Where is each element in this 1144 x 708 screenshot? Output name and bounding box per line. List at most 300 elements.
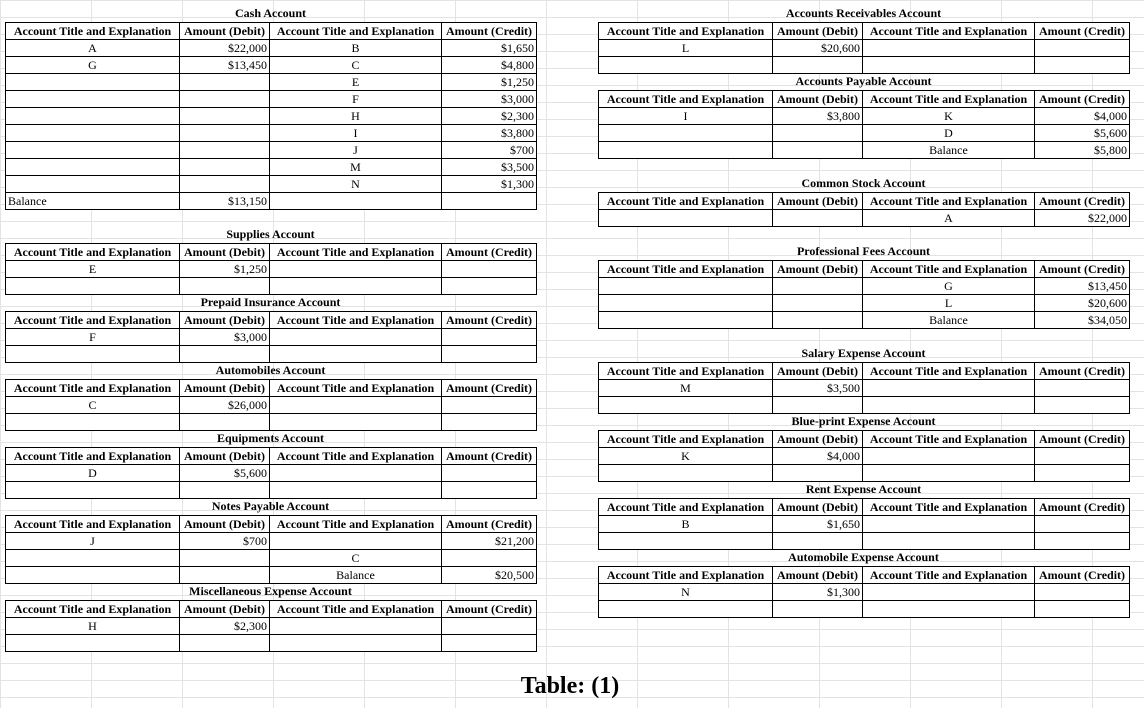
table-row <box>6 108 537 125</box>
credit-amount-cell <box>1035 601 1130 618</box>
debit-explanation-cell: L <box>599 40 773 57</box>
debit-title-header: Account Title and Explanation <box>599 363 773 380</box>
credit-amount-header: Amount (Credit) <box>442 516 537 533</box>
credit-explanation-cell: C <box>270 57 442 74</box>
credit-explanation-cell: F <box>270 91 442 108</box>
header-row <box>6 312 537 329</box>
credit-explanation-cell: J <box>270 142 442 159</box>
credit-amount-cell <box>442 329 537 346</box>
table-row <box>599 601 1130 618</box>
credit-title-header: Account Title and Explanation <box>863 23 1035 40</box>
ledger-table <box>598 498 1130 550</box>
debit-amount-header: Amount (Debit) <box>773 193 863 210</box>
debit-title-header: Account Title and Explanation <box>6 380 180 397</box>
debit-amount-cell: $4,000 <box>773 448 863 465</box>
credit-explanation-cell <box>270 397 442 414</box>
credit-amount-cell: $1,650 <box>442 40 537 57</box>
header-row <box>6 601 537 618</box>
cash-account-ledger <box>5 5 537 210</box>
table-row <box>599 295 1130 312</box>
debit-title-header: Account Title and Explanation <box>6 244 180 261</box>
debit-amount-cell: $1,300 <box>773 584 863 601</box>
table-row <box>599 210 1130 227</box>
table-row <box>599 57 1130 74</box>
header-row <box>599 431 1130 448</box>
credit-amount-cell: $4,000 <box>1035 108 1130 125</box>
header-row <box>599 261 1130 278</box>
credit-amount-cell: $5,800 <box>1035 142 1130 159</box>
table-row <box>599 142 1130 159</box>
credit-amount-cell: $20,600 <box>1035 295 1130 312</box>
credit-amount-cell <box>1035 57 1130 74</box>
credit-title-header: Account Title and Explanation <box>863 193 1035 210</box>
credit-explanation-cell <box>863 40 1035 57</box>
credit-title-header: Account Title and Explanation <box>863 91 1035 108</box>
credit-amount-cell: $1,300 <box>442 176 537 193</box>
credit-amount-cell <box>442 550 537 567</box>
debit-explanation-cell <box>6 142 180 159</box>
debit-title-header: Account Title and Explanation <box>6 516 180 533</box>
debit-explanation-cell: J <box>6 533 180 550</box>
credit-amount-header: Amount (Credit) <box>1035 567 1130 584</box>
table-row <box>599 533 1130 550</box>
credit-explanation-cell: Balance <box>270 567 442 584</box>
credit-amount-cell <box>1035 380 1130 397</box>
debit-amount-header: Amount (Debit) <box>773 261 863 278</box>
credit-amount-header: Amount (Credit) <box>442 23 537 40</box>
debit-amount-cell <box>773 397 863 414</box>
credit-amount-cell <box>442 414 537 431</box>
credit-explanation-cell: H <box>270 108 442 125</box>
table-row <box>599 278 1130 295</box>
credit-amount-header: Amount (Credit) <box>442 312 537 329</box>
debit-amount-cell: $3,800 <box>773 108 863 125</box>
account-title: Equipments Account <box>216 431 325 445</box>
credit-amount-header: Amount (Credit) <box>1035 261 1130 278</box>
credit-amount-cell <box>442 261 537 278</box>
credit-explanation-cell: I <box>270 125 442 142</box>
debit-explanation-cell <box>6 74 180 91</box>
debit-explanation-cell <box>6 176 180 193</box>
debit-amount-header: Amount (Debit) <box>180 448 270 465</box>
ledger-table <box>598 362 1130 414</box>
debit-amount-cell <box>180 125 270 142</box>
credit-title-header: Account Title and Explanation <box>863 431 1035 448</box>
table-row <box>6 414 537 431</box>
credit-explanation-cell <box>270 533 442 550</box>
debit-amount-header: Amount (Debit) <box>773 567 863 584</box>
debit-amount-header: Amount (Debit) <box>180 244 270 261</box>
table-row <box>6 346 537 363</box>
debit-amount-cell <box>773 125 863 142</box>
account-title: Notes Payable Account <box>211 499 330 513</box>
credit-explanation-cell <box>863 533 1035 550</box>
header-row <box>6 448 537 465</box>
header-row <box>599 499 1130 516</box>
debit-explanation-cell <box>599 278 773 295</box>
table-row <box>6 74 537 91</box>
credit-amount-cell <box>442 278 537 295</box>
debit-title-header: Account Title and Explanation <box>599 567 773 584</box>
account-title: Professional Fees Account <box>796 244 931 258</box>
table-row <box>6 57 537 74</box>
ledger-table <box>5 379 537 431</box>
debit-amount-header: Amount (Debit) <box>180 312 270 329</box>
credit-amount-cell <box>1035 533 1130 550</box>
credit-explanation-cell: M <box>270 159 442 176</box>
account-title: Rent Expense Account <box>805 482 922 496</box>
debit-amount-cell <box>180 567 270 584</box>
debit-explanation-cell <box>6 125 180 142</box>
header-row <box>599 91 1130 108</box>
account-title: Common Stock Account <box>801 176 926 190</box>
debit-explanation-cell: M <box>599 380 773 397</box>
credit-amount-header: Amount (Credit) <box>442 244 537 261</box>
table-row <box>599 40 1130 57</box>
debit-title-header: Account Title and Explanation <box>6 23 180 40</box>
debit-title-header: Account Title and Explanation <box>6 312 180 329</box>
credit-title-header: Account Title and Explanation <box>863 363 1035 380</box>
credit-amount-cell <box>442 193 537 210</box>
header-row <box>6 516 537 533</box>
table-row <box>599 516 1130 533</box>
accounts-payable-account-ledger <box>598 73 1130 159</box>
credit-explanation-cell: Balance <box>863 142 1035 159</box>
notes-payable-account-ledger <box>5 498 537 584</box>
credit-amount-header: Amount (Credit) <box>442 380 537 397</box>
account-title: Prepaid Insurance Account <box>200 295 341 309</box>
credit-explanation-cell <box>270 261 442 278</box>
debit-amount-cell <box>773 210 863 227</box>
credit-amount-cell: $3,000 <box>442 91 537 108</box>
credit-explanation-cell <box>863 397 1035 414</box>
credit-amount-cell: $3,800 <box>442 125 537 142</box>
debit-amount-header: Amount (Debit) <box>180 516 270 533</box>
table-row <box>6 618 537 635</box>
common-stock-account-ledger <box>598 175 1130 227</box>
debit-amount-cell <box>773 142 863 159</box>
credit-amount-cell: $4,800 <box>442 57 537 74</box>
debit-explanation-cell: D <box>6 465 180 482</box>
debit-amount-cell <box>773 295 863 312</box>
table-row <box>6 482 537 499</box>
debit-explanation-cell <box>6 346 180 363</box>
credit-explanation-cell <box>270 193 442 210</box>
credit-amount-cell: $5,600 <box>1035 125 1130 142</box>
debit-explanation-cell <box>599 312 773 329</box>
debit-amount-cell <box>773 312 863 329</box>
credit-amount-cell <box>442 397 537 414</box>
table-row <box>6 91 537 108</box>
credit-amount-cell <box>1035 584 1130 601</box>
debit-title-header: Account Title and Explanation <box>599 261 773 278</box>
table-row <box>6 193 537 210</box>
credit-amount-header: Amount (Credit) <box>1035 431 1130 448</box>
debit-amount-cell: $3,500 <box>773 380 863 397</box>
table-row <box>6 261 537 278</box>
debit-amount-cell <box>773 601 863 618</box>
table-row <box>599 448 1130 465</box>
debit-explanation-cell <box>6 278 180 295</box>
debit-amount-cell: $3,000 <box>180 329 270 346</box>
account-title: Blue-print Expense Account <box>791 414 936 428</box>
debit-amount-cell <box>180 346 270 363</box>
credit-amount-header: Amount (Credit) <box>1035 91 1130 108</box>
table-row <box>6 159 537 176</box>
header-row <box>599 363 1130 380</box>
header-row <box>6 244 537 261</box>
credit-amount-cell <box>442 618 537 635</box>
debit-amount-header: Amount (Debit) <box>773 363 863 380</box>
debit-amount-cell: $1,650 <box>773 516 863 533</box>
account-title: Accounts Payable Account <box>795 74 932 88</box>
credit-explanation-cell <box>270 618 442 635</box>
debit-amount-cell <box>180 74 270 91</box>
prepaid-insurance-account-ledger <box>5 294 537 363</box>
debit-amount-cell <box>180 159 270 176</box>
debit-amount-cell <box>773 533 863 550</box>
credit-amount-cell <box>442 346 537 363</box>
table-row <box>6 550 537 567</box>
debit-explanation-cell <box>599 533 773 550</box>
debit-title-header: Account Title and Explanation <box>599 23 773 40</box>
credit-explanation-cell <box>863 380 1035 397</box>
debit-amount-cell <box>180 142 270 159</box>
credit-amount-cell <box>1035 40 1130 57</box>
table-row <box>599 584 1130 601</box>
debit-amount-cell: $20,600 <box>773 40 863 57</box>
credit-explanation-cell <box>863 448 1035 465</box>
credit-title-header: Account Title and Explanation <box>270 312 442 329</box>
credit-explanation-cell <box>270 465 442 482</box>
debit-amount-header: Amount (Debit) <box>180 601 270 618</box>
table-row <box>6 40 537 57</box>
debit-explanation-cell: A <box>6 40 180 57</box>
ledger-table <box>598 90 1130 159</box>
credit-explanation-cell <box>863 584 1035 601</box>
debit-amount-cell <box>180 278 270 295</box>
debit-amount-cell <box>773 57 863 74</box>
debit-amount-cell <box>180 414 270 431</box>
credit-amount-cell: $1,250 <box>442 74 537 91</box>
table-row <box>6 567 537 584</box>
credit-explanation-cell <box>270 278 442 295</box>
credit-explanation-cell <box>270 329 442 346</box>
ledger-table <box>5 22 537 210</box>
credit-explanation-cell <box>863 465 1035 482</box>
table-row <box>6 397 537 414</box>
debit-amount-cell: $13,150 <box>180 193 270 210</box>
credit-amount-cell <box>1035 516 1130 533</box>
ledger-table <box>5 600 537 652</box>
debit-explanation-cell <box>599 465 773 482</box>
table-row <box>6 533 537 550</box>
table-row <box>599 380 1130 397</box>
credit-amount-header: Amount (Credit) <box>1035 23 1130 40</box>
credit-amount-cell: $20,500 <box>442 567 537 584</box>
debit-amount-cell <box>773 278 863 295</box>
debit-explanation-cell: E <box>6 261 180 278</box>
debit-explanation-cell <box>6 635 180 652</box>
credit-amount-cell <box>442 465 537 482</box>
debit-explanation-cell <box>6 91 180 108</box>
credit-amount-cell <box>1035 465 1130 482</box>
header-row <box>599 193 1130 210</box>
accounts-receivables-account-ledger <box>598 5 1130 74</box>
professional-fees-account-ledger <box>598 243 1130 329</box>
credit-explanation-cell: A <box>863 210 1035 227</box>
credit-title-header: Account Title and Explanation <box>270 516 442 533</box>
table-row <box>6 176 537 193</box>
credit-title-header: Account Title and Explanation <box>270 380 442 397</box>
credit-amount-cell <box>442 635 537 652</box>
debit-amount-header: Amount (Debit) <box>180 23 270 40</box>
credit-amount-header: Amount (Credit) <box>442 448 537 465</box>
credit-explanation-cell <box>270 635 442 652</box>
credit-title-header: Account Title and Explanation <box>270 244 442 261</box>
credit-explanation-cell: C <box>270 550 442 567</box>
ledger-table <box>598 260 1130 329</box>
table-row <box>6 465 537 482</box>
debit-amount-header: Amount (Debit) <box>773 23 863 40</box>
debit-explanation-cell: C <box>6 397 180 414</box>
miscellaneous-expense-account-ledger <box>5 583 537 652</box>
debit-explanation-cell <box>6 108 180 125</box>
ledger-table <box>5 311 537 363</box>
debit-explanation-cell <box>6 414 180 431</box>
credit-amount-header: Amount (Credit) <box>442 601 537 618</box>
debit-title-header: Account Title and Explanation <box>599 431 773 448</box>
credit-amount-cell: $13,450 <box>1035 278 1130 295</box>
ledger-table <box>598 192 1130 227</box>
credit-amount-cell: $700 <box>442 142 537 159</box>
debit-amount-header: Amount (Debit) <box>773 91 863 108</box>
credit-amount-cell: $21,200 <box>442 533 537 550</box>
table-row <box>6 635 537 652</box>
supplies-account-ledger <box>5 226 537 295</box>
table-row <box>6 278 537 295</box>
debit-amount-cell: $26,000 <box>180 397 270 414</box>
debit-explanation-cell <box>599 57 773 74</box>
debit-amount-cell <box>180 635 270 652</box>
debit-title-header: Account Title and Explanation <box>6 448 180 465</box>
credit-explanation-cell: N <box>270 176 442 193</box>
debit-explanation-cell <box>599 142 773 159</box>
credit-title-header: Account Title and Explanation <box>863 499 1035 516</box>
debit-explanation-cell <box>599 397 773 414</box>
debit-title-header: Account Title and Explanation <box>599 193 773 210</box>
debit-explanation-cell <box>6 482 180 499</box>
credit-explanation-cell <box>270 346 442 363</box>
automobiles-account-ledger <box>5 362 537 431</box>
credit-explanation-cell: Balance <box>863 312 1035 329</box>
rent-expense-account-ledger <box>598 481 1130 550</box>
debit-amount-cell: $1,250 <box>180 261 270 278</box>
ledger-table <box>598 566 1130 618</box>
credit-explanation-cell <box>863 57 1035 74</box>
credit-title-header: Account Title and Explanation <box>270 448 442 465</box>
debit-explanation-cell <box>599 601 773 618</box>
credit-explanation-cell: K <box>863 108 1035 125</box>
credit-explanation-cell: E <box>270 74 442 91</box>
debit-explanation-cell <box>6 567 180 584</box>
account-title: Miscellaneous Expense Account <box>189 584 352 598</box>
debit-amount-header: Amount (Debit) <box>773 431 863 448</box>
credit-amount-cell: $22,000 <box>1035 210 1130 227</box>
debit-amount-cell <box>180 482 270 499</box>
debit-explanation-cell <box>6 159 180 176</box>
credit-explanation-cell: L <box>863 295 1035 312</box>
account-title: Accounts Receivables Account <box>785 6 942 20</box>
table-row <box>599 465 1130 482</box>
debit-amount-header: Amount (Debit) <box>773 499 863 516</box>
debit-explanation-cell: I <box>599 108 773 125</box>
debit-amount-cell: $2,300 <box>180 618 270 635</box>
credit-amount-header: Amount (Credit) <box>1035 363 1130 380</box>
table-row <box>599 312 1130 329</box>
credit-explanation-cell: G <box>863 278 1035 295</box>
ledger-table <box>5 447 537 499</box>
credit-explanation-cell <box>270 482 442 499</box>
credit-explanation-cell: B <box>270 40 442 57</box>
account-title: Automobile Expense Account <box>788 550 939 564</box>
debit-amount-cell: $22,000 <box>180 40 270 57</box>
blue-print-expense-account-ledger <box>598 413 1130 482</box>
credit-title-header: Account Title and Explanation <box>863 261 1035 278</box>
header-row <box>599 23 1130 40</box>
header-row <box>6 380 537 397</box>
account-title: Supplies Account <box>226 227 315 241</box>
ledger-table <box>598 430 1130 482</box>
debit-explanation-cell <box>599 295 773 312</box>
debit-amount-cell <box>180 108 270 125</box>
debit-amount-header: Amount (Debit) <box>180 380 270 397</box>
table-caption: Table: (1) <box>520 673 620 699</box>
ledger-table <box>5 243 537 295</box>
debit-amount-cell <box>180 550 270 567</box>
debit-amount-cell: $700 <box>180 533 270 550</box>
debit-explanation-cell: G <box>6 57 180 74</box>
debit-explanation-cell <box>6 550 180 567</box>
credit-explanation-cell: D <box>863 125 1035 142</box>
credit-explanation-cell <box>863 516 1035 533</box>
header-row <box>6 23 537 40</box>
debit-amount-cell <box>180 176 270 193</box>
credit-amount-header: Amount (Credit) <box>1035 499 1130 516</box>
credit-amount-cell: $3,500 <box>442 159 537 176</box>
automobile-expense-account-ledger <box>598 549 1130 618</box>
table-row <box>6 329 537 346</box>
debit-amount-cell <box>180 91 270 108</box>
debit-explanation-cell <box>599 210 773 227</box>
credit-amount-cell <box>442 482 537 499</box>
header-row <box>599 567 1130 584</box>
credit-amount-header: Amount (Credit) <box>1035 193 1130 210</box>
credit-amount-cell: $34,050 <box>1035 312 1130 329</box>
credit-title-header: Account Title and Explanation <box>863 567 1035 584</box>
equipments-account-ledger <box>5 430 537 499</box>
ledger-table <box>598 22 1130 74</box>
debit-explanation-cell: H <box>6 618 180 635</box>
credit-explanation-cell <box>270 414 442 431</box>
credit-title-header: Account Title and Explanation <box>270 23 442 40</box>
table-row <box>599 397 1130 414</box>
credit-amount-cell: $2,300 <box>442 108 537 125</box>
debit-explanation-cell: K <box>599 448 773 465</box>
credit-amount-cell <box>1035 448 1130 465</box>
account-title: Automobiles Account <box>215 363 326 377</box>
table-row <box>599 125 1130 142</box>
